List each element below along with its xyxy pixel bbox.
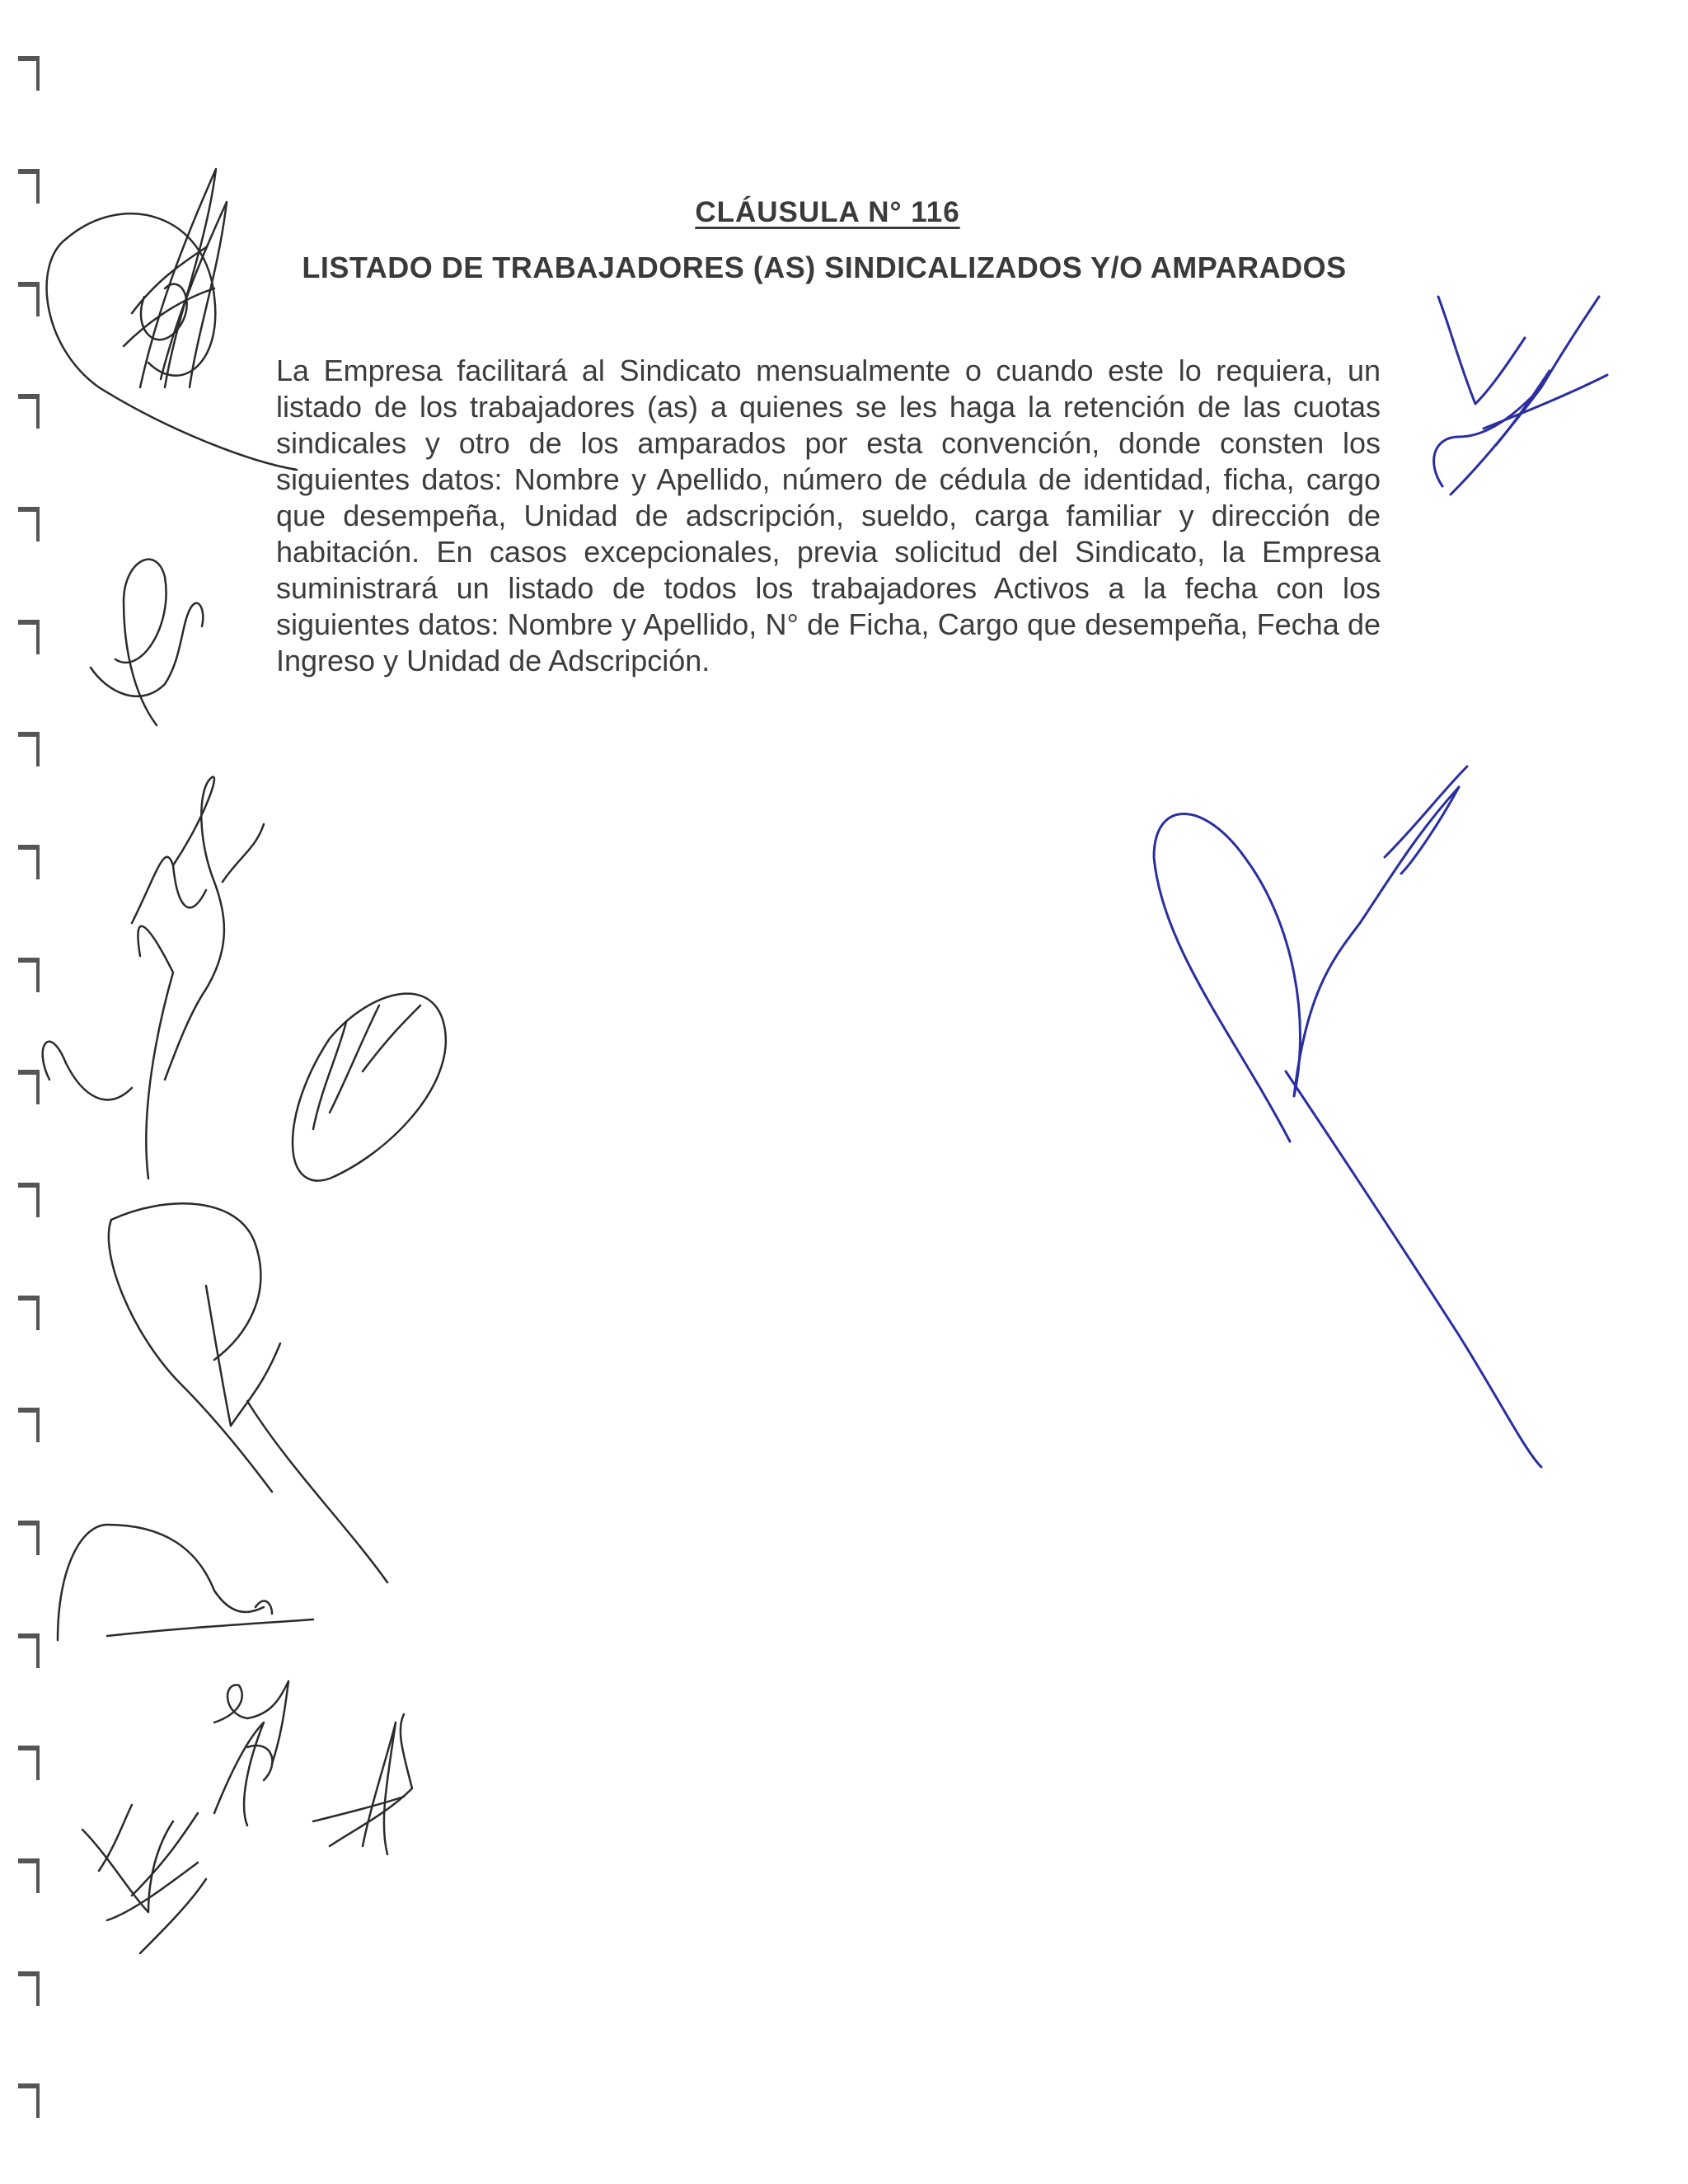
- clause-title: LISTADO DE TRABAJADORES (AS) SINDICALIZADOS Y/O AMPARADOS: [302, 251, 1347, 284]
- signature-11: [1154, 766, 1541, 1467]
- signature-2: [91, 560, 203, 725]
- clause-body: La Empresa facilitará al Sindicato mensualmente o cuando este lo requiera, un listado de los trabajadores (as) a quienes se les haga la retención de las cuotas sindicales y otro de los amparados por esta convención, donde consten los siguientes datos: Nombre y Apellido, número de cédula de identidad, ficha, cargo que desempeña, Unidad de adscripción, sueldo, carga familiar y dirección de habitación. En casos excepcionales, previa solicitud del Sindicato, la Empresa suministrará un listado de todos los trabajadores Activos a la fecha con los siguientes datos: Nombre y Apellido, N° de Ficha, Cargo que desempeña, Fecha de Ingreso y Unidad de Adscripción.: [276, 354, 1381, 677]
- signature-7: [214, 1681, 288, 1825]
- signature-6: [58, 1525, 313, 1640]
- clause-number: CLÁUSULA N° 116: [695, 196, 960, 228]
- signature-4: [293, 994, 446, 1181]
- signature-10: [1434, 297, 1607, 494]
- signature-9: [313, 1714, 412, 1854]
- signature-5: [109, 1203, 387, 1582]
- signature-3: [43, 777, 264, 1179]
- binding-marks: [0, 0, 66, 2184]
- signature-8: [82, 1805, 206, 1953]
